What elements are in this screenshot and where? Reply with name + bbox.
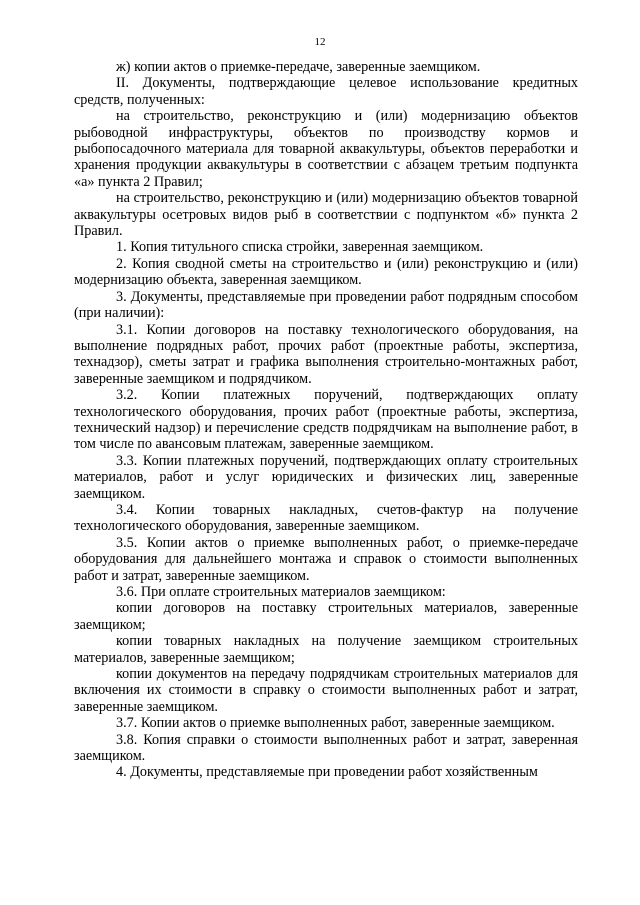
section-heading-ii: II. Документы, подтверждающие целевое использование кредитных средств, полученных: — [74, 75, 578, 108]
paragraph-item-zh: ж) копии актов о приемке-передаче, заверенные заемщиком. — [116, 59, 481, 75]
paragraph-3-2: 3.2. Копии платежных поручений, подтверждающих оплату технологического оборудования, прочих работ (проектные работы, экспертиза, технический надзор) и перечисление средств подрядчикам на выполнение работ, в том числе по авансовым платежам, заверенные заемщиком. — [74, 387, 578, 453]
paragraph-3: 3. Документы, представляемые при проведении работ подрядным способом (при наличии): — [74, 288, 578, 322]
paragraph-purpose-sturgeon: на строительство, реконструкцию и (или) модернизацию объектов товарной аквакультуры осетровых видов рыб в соответствии с подпунктом «б» пункта 2 Правил. — [74, 190, 578, 240]
paragraph-4: 4. Документы, представляемые при проведении работ хозяйственным — [116, 764, 538, 781]
page-number: 12 — [314, 36, 326, 48]
paragraph-3-7: 3.7. Копии актов о приемке выполненных работ, заверенные заемщиком. — [116, 715, 555, 732]
paragraph-3-1: 3.1. Копии договоров на поставку технологического оборудования, на выполнение подрядных работ, прочих работ (проектные работы, экспертиза, технадзор), сметы затрат и графика выполнения строительно-монтажных работ, заверенные заемщиком и подрядчиком. — [74, 321, 578, 387]
paragraph-3-8: 3.8. Копия справки о стоимости выполненных работ и затрат, заверенная заемщиком. — [74, 731, 578, 765]
paragraph-3-6-invoices: копии товарных накладных на получение заемщиком строительных материалов, заверенные заемщиком; — [74, 633, 578, 666]
paragraph-3-4: 3.4. Копии товарных накладных, счетов-фактур на получение технологического оборудования, заверенные заемщиком. — [74, 501, 578, 535]
paragraph-2: 2. Копия сводной сметы на строительство и (или) реконструкцию и (или) модернизацию объекта, заверенная заемщиком. — [74, 255, 578, 289]
paragraph-3-6: 3.6. При оплате строительных материалов заемщиком: — [116, 584, 446, 600]
paragraph-3-3: 3.3. Копии платежных поручений, подтверждающих оплату строительных материалов, работ и услуг юридических и физических лиц, заверенные заемщиком. — [74, 452, 578, 502]
paragraph-1: 1. Копия титульного списка стройки, заверенная заемщиком. — [116, 239, 484, 256]
paragraph-3-5: 3.5. Копии актов о приемке выполненных работ, о приемке-передаче оборудования для дальнейшего монтажа и справок о стоимости выполненных работ и затрат, заверенные заемщиком. — [74, 534, 578, 584]
paragraph-3-6-contracts: копии договоров на поставку строительных материалов, заверенные заемщиком; — [74, 600, 578, 633]
paragraph-3-6-transfer: копии документов на передачу подрядчикам строительных материалов для включения их стоимости в справку о стоимости выполненных работ и затрат, заверенные заемщиком. — [74, 666, 578, 715]
document-body — [74, 59, 578, 781]
paragraph-purpose-infrastructure: на строительство, реконструкцию и (или) модернизацию объектов рыбоводной инфраструктуры, объектов по производству кормов и рыбопосадочного материала для товарной аквакультуры, объектов переработки и хранения продукции аквакультуры в соответствии с абзацем третьим подпункта «а» пункта 2 Правил; — [74, 108, 578, 190]
